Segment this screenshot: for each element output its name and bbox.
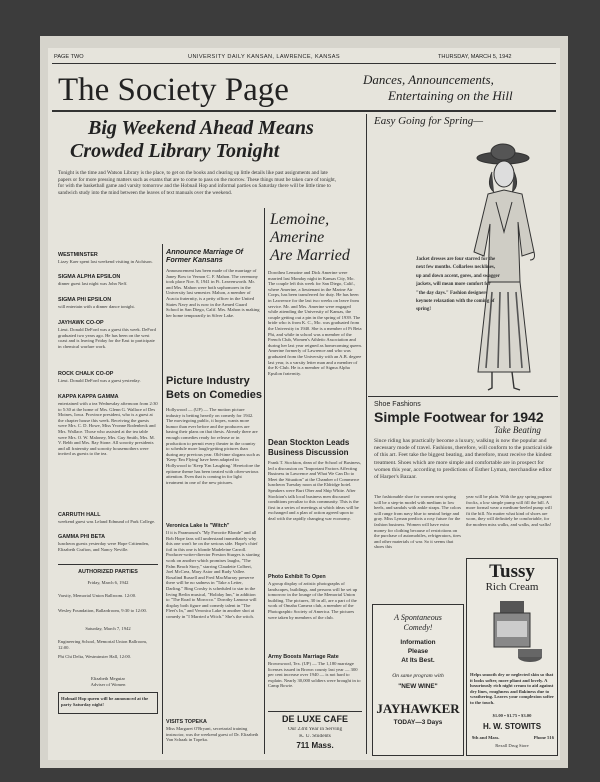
saturday-date: Saturday, March 7, 1942	[85, 626, 131, 631]
newspaper-page	[48, 48, 560, 760]
shoe-headline: Simple Footwear for 1942	[374, 409, 544, 425]
item-body: will entertain with a dinner dance tonight.	[58, 304, 135, 309]
item-head: SIGMA PHI EPSILON	[58, 297, 112, 303]
easy-going-body: Jacket dresses are four starred for the next few months. Collarless necklines, up and down accent, gores, and swagger jackets, will mean more comfort for "the day days." Fashion designers keynote relaxation with the coming of spring!	[416, 257, 500, 313]
item-body: entertained with a tea Wednesday afternoon from 2:30 to 5:30 at the home of Mrs. Glenn G. Wallace of Des Moines, Iowa. Province president, who is a guest at the chapter house this week. Receiving the guests were Mrs. C. D. Howe, Miss Yvonne Rodenbeck and Mrs. Wallace. Those who assisted at the tea table were Mrs. O. W. Maloney, Mrs. Guy Smith, Mrs. M. V. Bebb and Mrs. Ray Stone. All sorority presidents and all fraternity and sorority housemothers were invited as guests to the tea.	[58, 401, 158, 457]
shoe-intro: Since riding has practically become a luxury, walking is now the popular and necessary mode of travel. Fashions, therefore, will conform to the practical side of this art. Feet take the biggest beating, and therefore, must receive the kindest treatment. Shoes which are more simple and comfortable are in prospect for women this year, according to predictions of Esther Lyman, merchandise editor of Harper's Bazaar.	[374, 438, 553, 481]
cafe-line-1: Our 23rd Year in Serving	[287, 727, 343, 732]
page-label: PAGE TWO	[54, 54, 84, 60]
party-entry: Phi Chi Delta, Westminster Hall, 12:00.	[58, 654, 132, 659]
page-subtitle-line1: Dances, Announcements,	[363, 72, 494, 87]
cafe-address: 711 Mass.	[296, 741, 334, 750]
party-entry: Varsity, Memorial Union Ballroom. 12:00.	[58, 593, 137, 598]
cream-jar-icon	[478, 597, 544, 669]
item-head: ROCK CHALK CO-OP	[58, 371, 114, 377]
item-body: Lieut. Donald DeFord was a guest this week. DeFord graduated two years ago. He has been on the west coast and is leaving Friday for the East to participate in chemical warfare work.	[58, 327, 156, 349]
shoe-label: Shoe Fashions	[374, 401, 421, 408]
photo-head: Photo Exhibit To Open	[268, 574, 326, 580]
veronica-body: If it is Paramount's "My Favorite Blonde" and all Bob Hope fans will understand immediately why this one won't be on the serious side. Hope's chief foil in this one is blonde Madeleine Carroll. Producer-writer-director Preston Sturges is starting work on another which promises laughs, "The Palm Beach Story," starring Claudette Colbert, Joel McCrea, Mary Astor and Rudy Vallee. Rosalind Russell and Fred MacMurray preserve there will be no sadness in "Take a Letter, Darling." Bing Crosby is scheduled to star in the Irving Berlin musical, "Holiday Inn," in addition to "The Road to Morocco." Dorothy Lamour will display both figure and comedy talent in "The Fleet's In," and Veronica Lake in another shot at comedy in "I Married a Witch." She's the witch.	[166, 530, 260, 619]
easy-going-headline: Easy Going for Spring—	[374, 115, 484, 127]
divider	[58, 564, 158, 565]
column-rule-right	[366, 114, 367, 754]
announce-body: Announcement has been made of the marriage of Janey Bow to Vernon C. F. Mahon. The ceremony took place Nov. 8, 1941 in Ft. Leavenworth. Mr. and Mrs. Mahon were both sophomores in the University last semester. Mahon, a member of Acacia fraternity, is a petty officer in the United States Navy and is now in the Armed Guard School in San Diego, Calif. Mrs. Mahon is making her home temporarily in Silver Lake.	[166, 268, 260, 318]
tussy-brand: Tussy	[489, 561, 535, 582]
cafe-line-2: K. U. Students	[299, 734, 331, 739]
item-head: JAYHAWK CO-OP	[58, 320, 104, 326]
jayhawker-run: TODAY—3 Days	[393, 719, 443, 726]
divider	[268, 711, 362, 712]
friday-date: Friday, March 6, 1942	[87, 580, 129, 585]
page-subtitle-line2: Entertaining on the Hill	[388, 88, 513, 103]
comedy-line-2: Comedy!	[403, 623, 433, 632]
adviser-name: Elizabeth Meguiar	[90, 676, 126, 681]
item-head: CARRUTH HALL	[58, 512, 101, 518]
item-body: Lieut. Donald DeFord was a guest yesterday.	[58, 378, 141, 383]
dean-headline-2: Business Discussion	[268, 448, 349, 457]
picture-headline-2: Bets on Comedies	[166, 389, 262, 401]
shoe-subhead: Take Beating	[494, 425, 541, 435]
veronica-head: Veronica Lake Is "Witch"	[166, 523, 230, 529]
item-body: luncheon guests yesterday were Hope Crittenden, Elizabeth Crafton, and Nancy Neville.	[58, 541, 150, 552]
page-title: The Society Page	[58, 72, 289, 108]
lead-headline-1: Big Weekend Ahead Means	[88, 117, 314, 139]
party-entry: Wesley Foundation, Ballardroom, 9:30 to 12:00.	[58, 608, 147, 613]
picture-body: Hollywood — (UP) — The motion picture industry is betting heavily on comedy for 1942. The moviegoing public, it hopes, wants more humor than ever before and the producers are basing their plans on that thesis. Already there are enough comedies ready for release or in production to permit every theater in the country to schedule more laugh-getting pictures than during any previous year. Old-time slogans such as 'Keep 'Em Flying' have been adapted in Hollywood to 'Keep 'Em Laughing.' Heretofore the epitome theme has been treated with often-serious attention. Even that is coming in for light treatment in one of the new pictures.	[166, 407, 260, 485]
comedy-line-5: At Its Best.	[401, 657, 435, 664]
tussy-product: Rich Cream	[485, 581, 539, 593]
comedy-line-4: Please	[407, 648, 429, 655]
dean-body: Frank T. Stockton, dean of the School of Business, led a discussion on "Important Factors Affecting Business in Lawrence and What We Can Do to Meet the Situation" at the Chamber of Commerce luncheon Tuesday noon at the Eldridge hotel. Speakers were Burt Ober and Ship White. After Stockton's talk local business men discussed conditions peculiar to this community. This is the first in a series of meetings at which ideas will be exchanged and a plan of action agreed upon to deal with the rapidly changing war economy.	[268, 460, 362, 521]
store-tagline: Rexall Drug Store	[495, 743, 529, 748]
lemoine-body: Dorothea Lemoine and Dick Amerine were married last Monday night in Kansas City, Mo. The couple left this week for San Diego, Calif., where Amerine, a lieutenant in the Marine Air Corps, has been transferred for duty. He has been in Lawrence for the last two weeks on leave from service. Mr. and Mrs. Amerine were engaged while attending the University of Kansas, the couple getting out a pin in the spring of 1939. The bride who is from K. C., Mo. was graduated from the University in 1940. She is a member of Pi Beta Phi, and while in school was a member of the French Club, Women's Athletic Association and during her last year reigned as homecoming queen. Amerine formerly of Lawrence and who was graduated from the University with an A.B. degree last year, is a varsity letter man and a member of the K-Club. He is a member of Sigma Alpha Epsilon fraternity.	[268, 270, 362, 376]
comedy-line-1: A Spontaneous	[394, 613, 442, 622]
paper-name: UNIVERSITY DAILY KANSAN, LAWRENCE, KANSAS	[188, 54, 341, 60]
comedy-line-3: Information	[400, 639, 436, 646]
newspaper-scan	[40, 36, 568, 768]
lemoine-headline-2: Amerine	[270, 229, 325, 246]
store-phone: Phone 516	[533, 735, 554, 740]
item-body: Lizzy Kaer spent last weekend visiting in Atchison.	[58, 259, 153, 264]
shoe-body-col2: year will be plain. With the gay spring pageant frocks, a low simple pump will fill the bill. A more formal wear a medium-heeled pump will fit the bill. No matter what kind of shoes are worn, they will definitely be comfortable, for the modern miss walks, and walks, and walks!	[466, 494, 552, 527]
store-name: H. W. STOWITS	[482, 722, 542, 731]
lead-intro: Tonight is the time and Watson Library is the place, to get on the books and clearing up little details like past assignments and late papers or for more pressing matters such as exams that are to come to pass on the morrow. These things must be taken care of tonight, for with the basketball game and varsity tomorrow and the Hobnail Hop and informal parties on Saturday there will be little time to sandwich study into the mind between the leaves of text manuals over the weekend.	[58, 170, 337, 197]
masthead-rule	[52, 63, 556, 64]
announce-headline: Announce Marriage Of Former Kansans	[166, 247, 244, 264]
item-head: WESTMINSTER	[58, 252, 98, 258]
item-body: dinner guest last night was John Neff.	[58, 281, 128, 286]
item-head: KAPPA KAPPA GAMMA	[58, 394, 119, 400]
tussy-prices: $1.00 • $1.75 • $3.00	[492, 713, 532, 718]
adviser-title: Adviser of Women	[90, 682, 126, 687]
lemoine-headline-3: Are Married	[270, 247, 350, 264]
photo-body: A group display of artistic photographs of landscapes, buildings, and persons will be set up tomorrow in the lounge of the Memorial Union building. The pictures, 30 in all, are a part of the work of Omaha Camera club, a member of the Photographic Society of America. The pictures were taken by members of the club.	[268, 581, 358, 620]
hobnail-note: Hobnail Hop queen will be announced at the party Saturday night!	[61, 696, 149, 707]
lemoine-headline-1: Lemoine,	[270, 211, 330, 228]
store-address: 9th and Mass.	[472, 735, 500, 740]
cafe-name: DE LUXE CAFE	[281, 714, 348, 724]
party-entry: Engineering School, Memorial Union Ballroom, 12:00.	[58, 639, 148, 650]
divider	[368, 396, 558, 397]
shoe-body-col1: The fashionable shoe for women next spring will be a step-in model with medium to low heels, and sandals with ankle straps. The colors will range from navy blue to neutral beige and gray. Miss Lyman predicts a rosy future for the fashion business. Women will have extra money for clothing because of restrictions on the purchase of automobiles, refrigerators, tires and other materials of war. So it seems that shoes this	[374, 494, 462, 550]
authorized-parties-head: AUTHORIZED PARTIES	[78, 569, 138, 575]
item-head: GAMMA PHI BETA	[58, 534, 106, 540]
picture-headline-1: Picture Industry	[166, 375, 250, 387]
item-body: weekend guest was Leland Edmund of Park College.	[58, 519, 156, 524]
visits-body: Miss Margaret O'Bryant, secretarial training instructor, was the weekend guest of Dr. Elizabeth Van Schaak in Topeka.	[166, 726, 259, 743]
dean-headline-1: Dean Stockton Leads	[268, 438, 350, 447]
item-head: SIGMA ALPHA EPSILON	[58, 274, 121, 280]
jayhawker-title: JAYHAWKER	[376, 701, 460, 716]
army-head: Army Boosts Marriage Rate	[268, 654, 339, 660]
comedy-line-7: "NEW WINE"	[398, 683, 438, 690]
title-rule	[52, 110, 556, 112]
column-rule	[162, 244, 163, 754]
army-body: Brownwood, Tex. (UP) — The 1,180 marriage licenses issued in Brown county last year — 300 per cent increase over 1940 — is not hard to explain. Nearly 30,000 soldiers were brought in to Camp Bowie.	[268, 661, 361, 689]
tussy-body: Helps smooth dry or neglected skin so that it looks softer, more pliant and lovely. A luxuriously rich night cream to aid against dry lines, roughness and flakiness due to weathering. Leaves your complexion softer to the touch.	[470, 672, 554, 705]
comedy-line-6: On same program with	[392, 673, 444, 679]
column-rule	[264, 208, 265, 754]
issue-date: THURSDAY, MARCH 5, 1942	[438, 54, 512, 60]
lead-headline-2: Crowded Library Tonight	[70, 140, 280, 162]
visits-head: VISITS TOPEKA	[166, 719, 207, 725]
